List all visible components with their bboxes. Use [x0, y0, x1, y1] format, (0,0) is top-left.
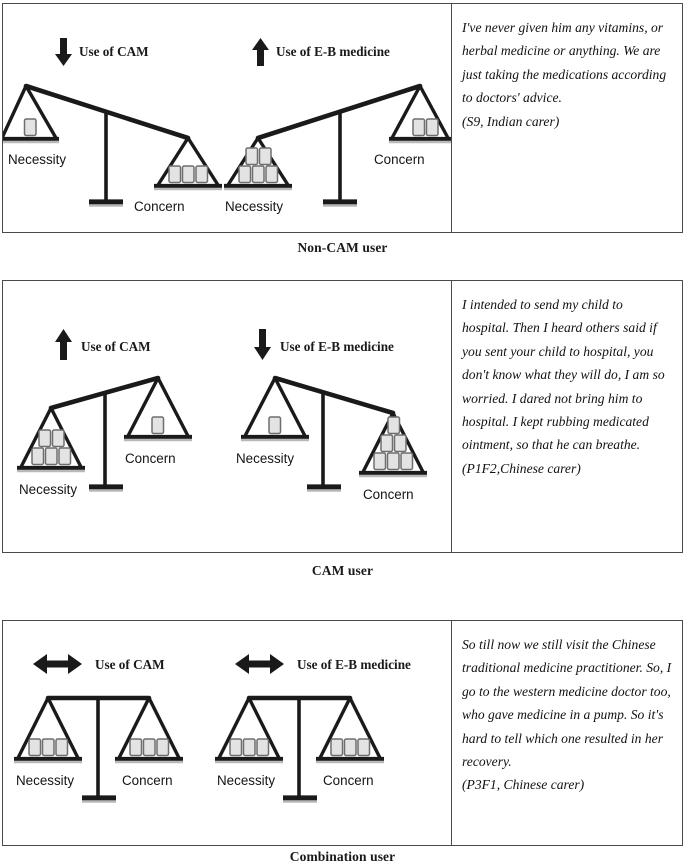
quote-source: (S9, Indian carer) [462, 113, 560, 129]
weight-box [56, 739, 68, 756]
left-pan-group [224, 138, 292, 189]
right-pan-group [115, 698, 183, 762]
arrow-down-icon [254, 329, 271, 360]
weight-box [413, 119, 425, 136]
right-pan-label: Concern [374, 152, 425, 167]
left-pan-label: Necessity [19, 482, 78, 497]
weight-box [152, 417, 164, 434]
scale-eb-medicine [236, 329, 427, 502]
right-pan-label: Concern [125, 451, 176, 466]
weight-box [196, 166, 208, 183]
weight-box [269, 417, 281, 434]
weight-box [388, 453, 400, 470]
scale-header-label: Use of E-B medicine [280, 339, 394, 354]
quote-source: (P3F1, Chinese carer) [462, 777, 585, 793]
left-pan-label: Necessity [236, 451, 295, 466]
panel-caption-cam-user: CAM user [311, 563, 374, 578]
balance-beam [275, 378, 393, 413]
arrow-up-icon [55, 329, 72, 360]
panel-block-cam-user [0, 280, 685, 553]
scales-group-non-cam [3, 4, 452, 230]
weight-box [253, 166, 265, 183]
scale-eb-medicine [224, 38, 451, 214]
weight-box [246, 148, 258, 165]
scales-group-cam [3, 281, 452, 550]
weight-box [53, 430, 65, 447]
panel-diagram-area [3, 621, 452, 845]
weight-box [427, 119, 439, 136]
weight-box [130, 739, 142, 756]
panel-combination-user [2, 620, 683, 846]
panel-quote-area [452, 281, 682, 552]
weight-box [381, 435, 393, 452]
panel-block-combination-user [0, 620, 685, 846]
weight-box [260, 148, 272, 165]
right-pan-label: Concern [363, 487, 414, 502]
weight-box [257, 739, 269, 756]
right-pan-label: Concern [323, 773, 374, 788]
right-pan-label: Concern [134, 199, 185, 214]
quote-text: So till now we still visit the Chinese traditional medicine practitioner. So, I go to the western medicine doctor too, who gave medicine in a pump. So it's hard to tell which one resulted in her recovery. [462, 637, 672, 769]
scales-group-combination [3, 621, 452, 843]
right-pan-group [359, 413, 427, 476]
left-pan-group [17, 408, 85, 471]
scale-header-label: Use of CAM [79, 44, 149, 59]
weight-box [183, 166, 195, 183]
weight-box [157, 739, 169, 756]
panel-caption-combination-user: Combination user [289, 849, 396, 864]
arrow-left-right-icon [33, 654, 82, 674]
panel-quote-area [452, 4, 682, 232]
weight-box [169, 166, 181, 183]
weight-box [401, 453, 413, 470]
weight-box [244, 739, 256, 756]
left-pan-label: Necessity [16, 773, 75, 788]
arrow-left-right-icon [235, 654, 284, 674]
weight-box [345, 739, 357, 756]
weight-box [32, 448, 44, 465]
scale-header-label: Use of CAM [95, 657, 165, 672]
scale-header-label: Use of E-B medicine [276, 44, 390, 59]
weight-box [374, 453, 386, 470]
quote-text: I've never given him any vitamins, or herbal medicine or anything. We are just taking the medications according to doctors' advice. [462, 20, 667, 106]
left-pan-label: Necessity [8, 152, 67, 167]
panel-block-non-cam-user [0, 3, 685, 233]
weight-box [144, 739, 156, 756]
weight-box [395, 435, 407, 452]
scale-eb-medicine [215, 654, 411, 802]
right-pan-group [316, 698, 384, 762]
weight-box [266, 166, 278, 183]
weight-box [358, 739, 370, 756]
weight-box [331, 739, 343, 756]
arrow-up-icon [252, 38, 269, 66]
right-pan-group [154, 138, 222, 189]
right-pan-label: Concern [122, 773, 173, 788]
weight-box [46, 448, 58, 465]
weight-box [239, 166, 251, 183]
left-pan-label: Necessity [225, 199, 284, 214]
left-pan-group [14, 698, 82, 762]
left-pan-label: Necessity [217, 773, 276, 788]
panel-cam-user [2, 280, 683, 553]
scale-cam [3, 38, 222, 214]
panel-diagram-area [3, 4, 452, 232]
panel-quote-area [452, 621, 682, 845]
weight-box [25, 119, 37, 136]
weight-box [43, 739, 55, 756]
weight-box [59, 448, 71, 465]
weight-box [388, 417, 400, 434]
weight-box [39, 430, 51, 447]
weight-box [29, 739, 41, 756]
panel-non-cam-user [2, 3, 683, 233]
weight-box [230, 739, 242, 756]
panel-diagram-area [3, 281, 452, 552]
arrow-down-icon [55, 38, 72, 66]
scale-cam [17, 329, 192, 497]
scale-header-label: Use of E-B medicine [297, 657, 411, 672]
panel-caption-non-cam-user: Non-CAM user [297, 240, 388, 255]
quote-text: I intended to send my child to hospital. Then I heard others said if you sent your child to hospital, you don't know what they will do, I am so worried. I dared not bring him to hospital. I kept rubbing medicated ointment, so that he can breathe. [462, 297, 665, 453]
left-pan-group [215, 698, 283, 762]
quote-source: (P1F2,Chinese carer) [462, 460, 581, 476]
scale-header-label: Use of CAM [81, 339, 151, 354]
right-pan-group [124, 378, 192, 440]
scale-cam [14, 654, 183, 802]
